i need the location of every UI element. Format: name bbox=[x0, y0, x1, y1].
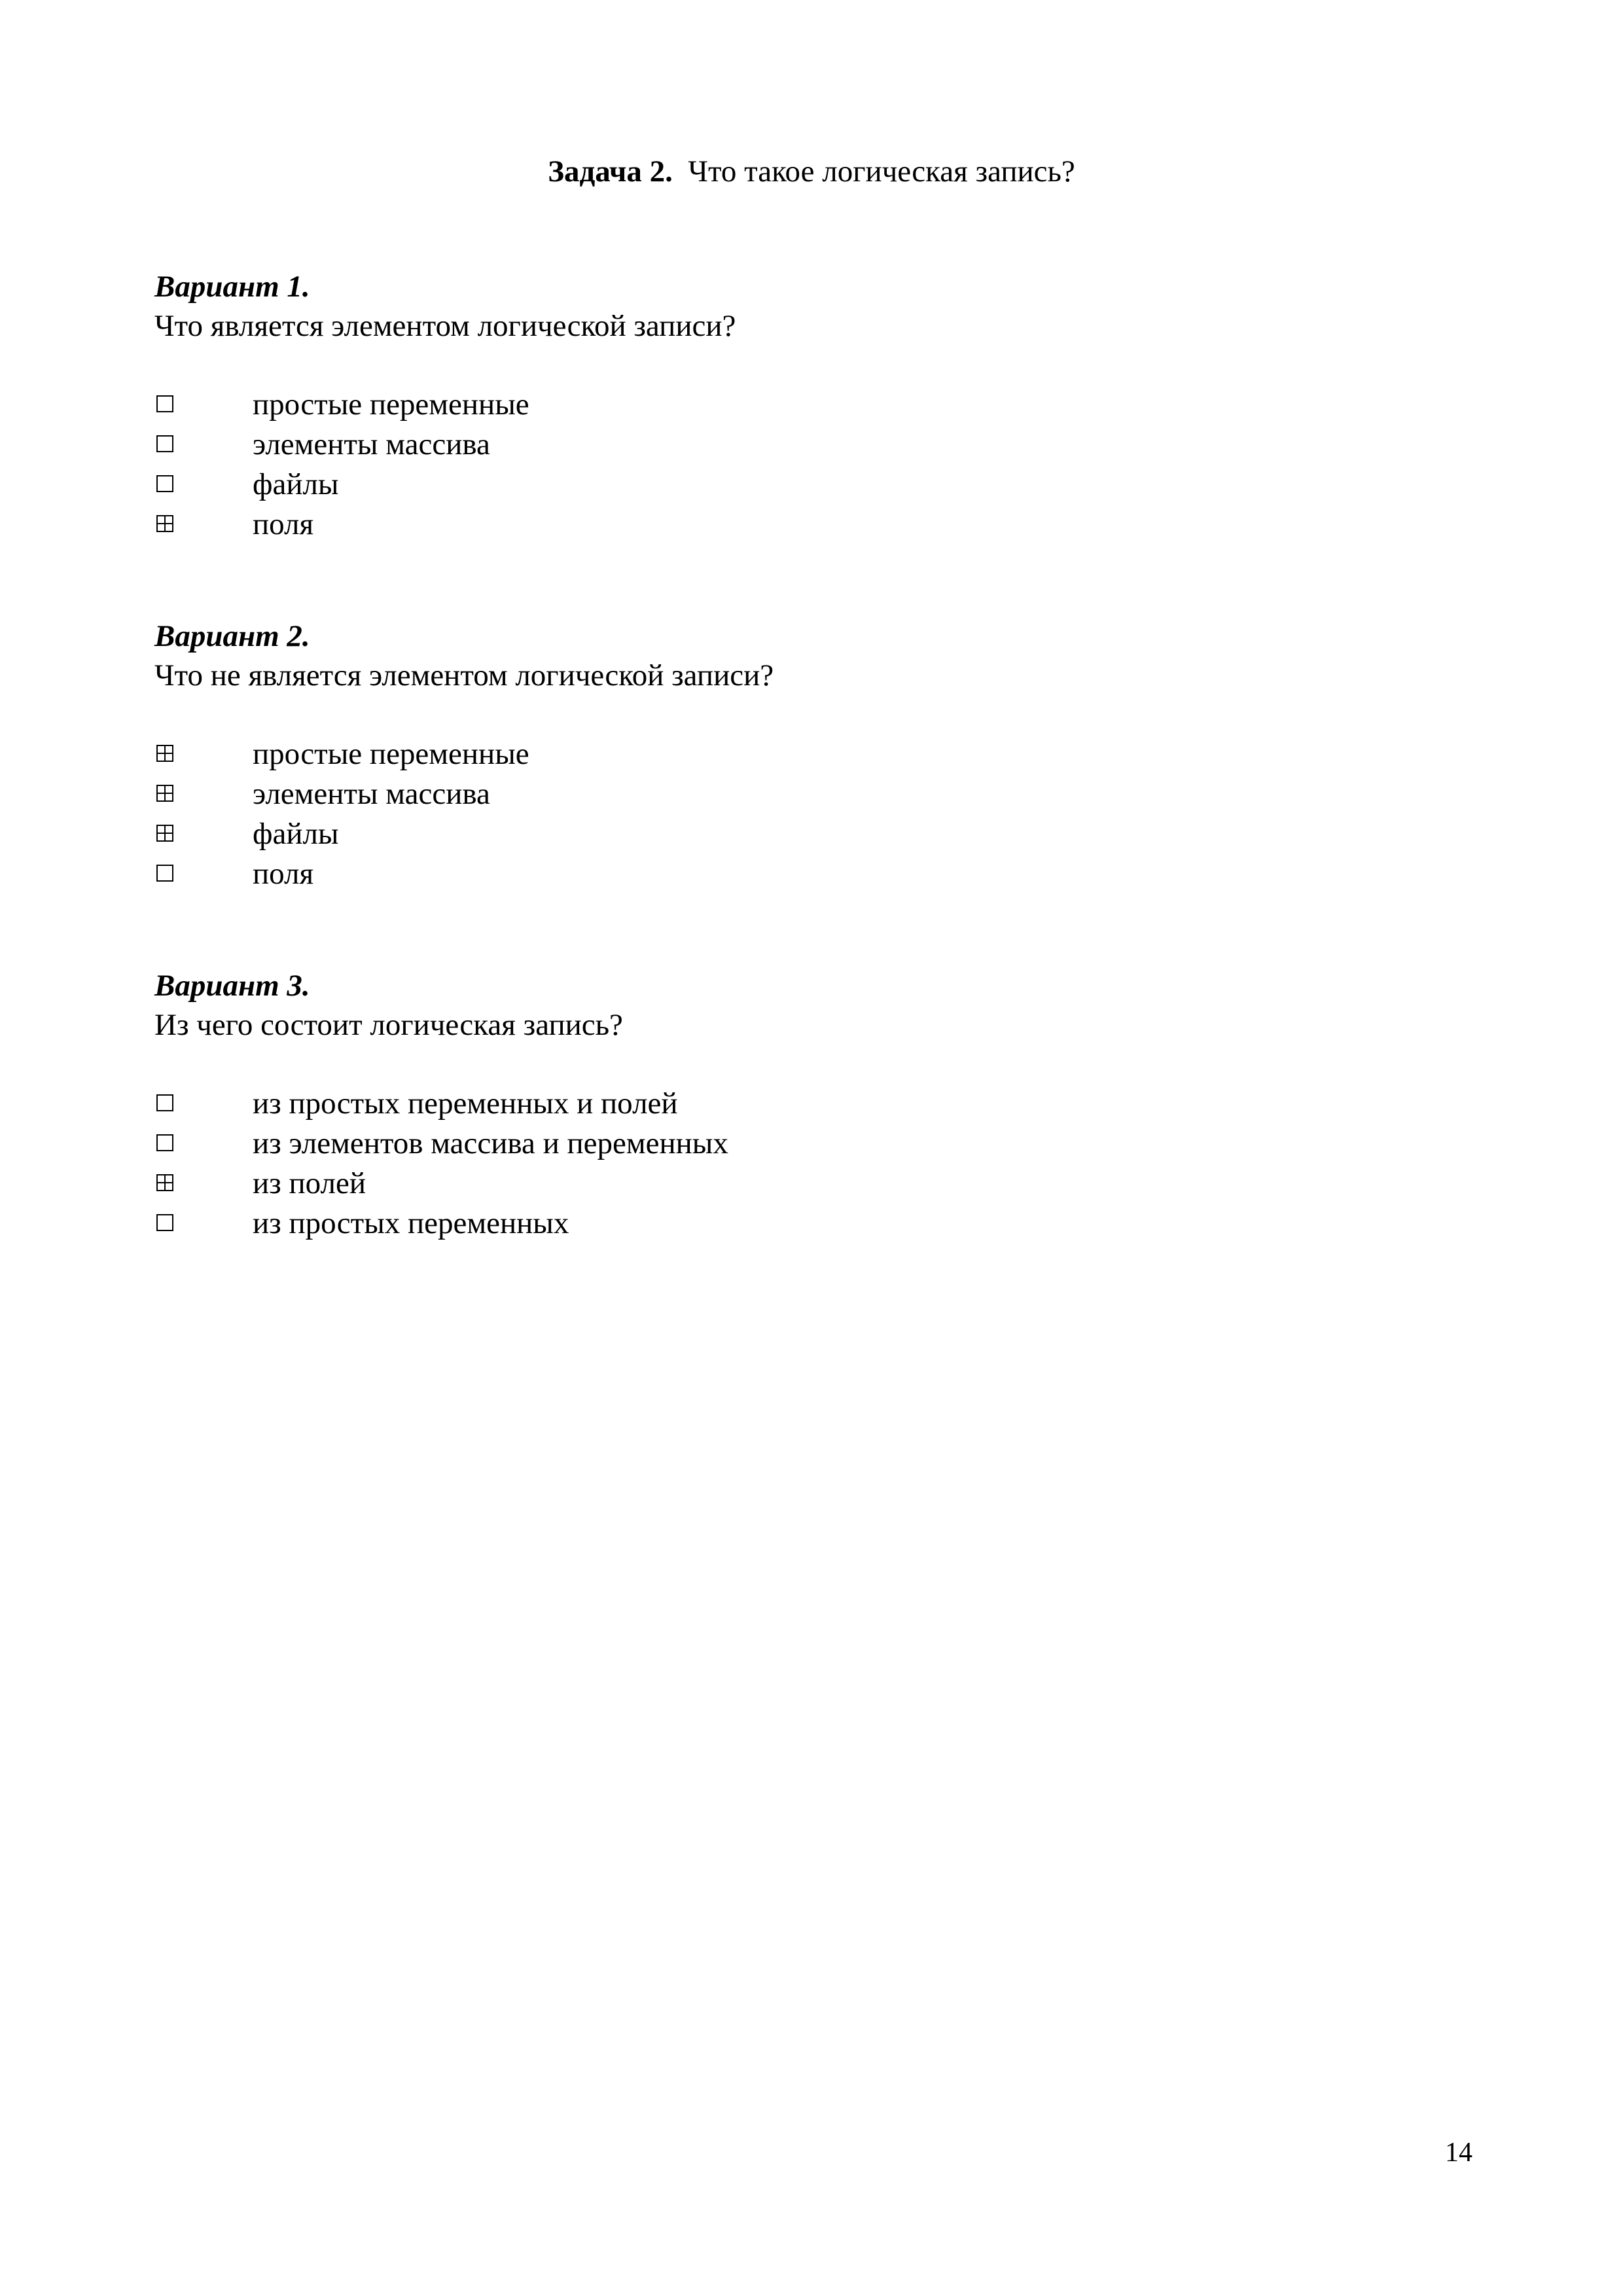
option-label: элементы массива bbox=[253, 427, 490, 461]
option-label: файлы bbox=[253, 817, 339, 851]
checkbox-icon[interactable] bbox=[156, 1094, 173, 1111]
checkbox-checked-icon[interactable] bbox=[156, 515, 173, 532]
option-item[interactable] bbox=[154, 1124, 1529, 1164]
checkbox-checked-icon[interactable] bbox=[156, 1174, 173, 1191]
option-item[interactable] bbox=[154, 1084, 1529, 1124]
page-number: 14 bbox=[1445, 2138, 1472, 2168]
checkbox-icon[interactable] bbox=[156, 1214, 173, 1231]
option-label: из простых переменных и полей bbox=[253, 1086, 678, 1121]
variant-3 bbox=[154, 966, 1529, 1244]
variant-2 bbox=[154, 617, 1529, 894]
checkbox-checked-icon[interactable] bbox=[156, 785, 173, 802]
option-list bbox=[154, 1084, 1529, 1244]
checkbox-checked-icon[interactable] bbox=[156, 825, 173, 842]
option-item[interactable] bbox=[154, 1164, 1529, 1204]
option-label: из элементов массива и переменных bbox=[253, 1126, 728, 1160]
option-label: поля bbox=[253, 857, 314, 891]
checkbox-icon[interactable] bbox=[156, 1134, 173, 1151]
option-list bbox=[154, 385, 1529, 545]
option-item[interactable] bbox=[154, 854, 1529, 894]
option-item[interactable] bbox=[154, 465, 1529, 505]
option-label: простые переменные bbox=[253, 737, 529, 771]
variant-heading: Вариант 1. bbox=[154, 270, 310, 304]
task-question: Что такое логическая запись? bbox=[688, 154, 1075, 188]
variant-question: Что является элементом логической записи? bbox=[154, 309, 736, 343]
variant-question: Из чего состоит логическая запись? bbox=[154, 1008, 623, 1042]
option-item[interactable] bbox=[154, 774, 1529, 814]
option-item[interactable] bbox=[154, 425, 1529, 465]
option-item[interactable] bbox=[154, 385, 1529, 425]
variant-question: Что не является элементом логической записи? bbox=[154, 658, 774, 692]
option-item[interactable] bbox=[154, 505, 1529, 545]
option-label: простые переменные bbox=[253, 387, 529, 422]
checkbox-icon[interactable] bbox=[156, 865, 173, 882]
option-item[interactable] bbox=[154, 814, 1529, 854]
checkbox-icon[interactable] bbox=[156, 435, 173, 452]
checkbox-icon[interactable] bbox=[156, 475, 173, 492]
option-label: элементы массива bbox=[253, 777, 490, 811]
option-label: поля bbox=[253, 507, 314, 541]
variant-heading: Вариант 2. bbox=[154, 619, 310, 653]
task-label: Задача 2. bbox=[548, 154, 673, 188]
page-title bbox=[0, 152, 1623, 191]
option-item[interactable] bbox=[154, 1204, 1529, 1244]
option-list bbox=[154, 734, 1529, 894]
variant-1 bbox=[154, 267, 1529, 545]
option-item[interactable] bbox=[154, 734, 1529, 774]
variant-heading: Вариант 3. bbox=[154, 969, 310, 1003]
option-label: из простых переменных bbox=[253, 1206, 569, 1240]
option-label: из полей bbox=[253, 1166, 366, 1200]
checkbox-checked-icon[interactable] bbox=[156, 745, 173, 762]
option-label: файлы bbox=[253, 467, 339, 501]
checkbox-icon[interactable] bbox=[156, 395, 173, 412]
